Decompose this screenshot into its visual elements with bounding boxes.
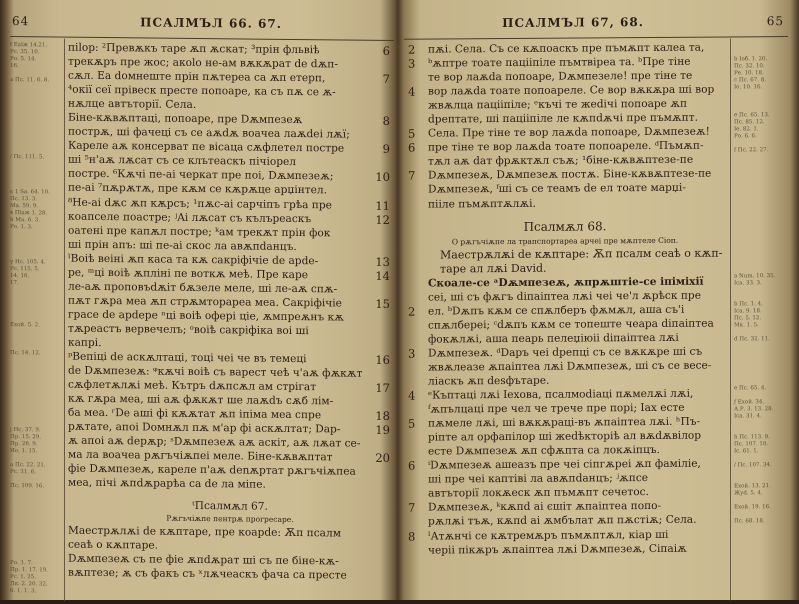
margin-reference: є 1 Sa. 64. 10.: [10, 189, 50, 196]
psalm-68-line-text: жвѫлеазе ѫпаіптеа лѫі Dѫмпезеѫ, ші съ се весе-: [428, 359, 711, 375]
margin-reference: Лк. 2. 20. 32.: [10, 581, 48, 588]
margin-reference: b Пс. 1. 4.: [734, 301, 763, 308]
margin-reference: Рс. 31. 6.: [10, 469, 36, 476]
left-running-head: [8, 14, 394, 38]
psalm-68-line-text: фокѫлѫі, аша пеарь пелеџіюіі dіпаіптеа лѫі: [428, 331, 679, 347]
verse-number: 12: [375, 212, 390, 226]
verse-number: 8: [408, 529, 415, 543]
psalm-68-line-text: ші пре чеі каптіві ла авѫпdанцъ; ʲѫпсе: [428, 471, 648, 487]
margin-reference: Рс. 115. 5.: [10, 266, 40, 273]
psalm-68-line-text: ріпте ал орфапілор ші жеdѣкторіѣ ал вѫdѫвілор: [428, 429, 701, 445]
text-line-content: пре тіне те вор лаѫdа тоате попоареле. ᵈПъмѫп-: [428, 139, 704, 155]
verse-number: 7: [408, 501, 415, 515]
margin-reference: Пс. 32. 10.: [734, 63, 765, 70]
verse-number: 7: [408, 169, 415, 183]
margin-reference: Ехой. 13. 21.: [734, 483, 771, 490]
psalm-68-line-text: сеі, ші съ фѫгъ dіпаіптеа лѫі чеі че'л ѫрѣск пре: [428, 288, 701, 304]
verse-number: 3: [408, 347, 415, 361]
text-line-content: сѫфлетѫлѫі меѣ. Кътръ dѫпсѫл ам стрігат: [68, 378, 368, 395]
margin-reference: с Пс. 67. 8.: [734, 77, 766, 84]
text-line-content: ма ла воачеа рѫгъчіѫпеі меле. Біне-кѫвѫптат: [68, 448, 368, 465]
left-body-text: [68, 41, 392, 583]
psalm-68-line-text: ᶠѫпълцаці пре чел че тpeче пре порі; Іах есте: [428, 401, 685, 417]
margin-reference: 6. 1. 1. 3.: [10, 588, 36, 595]
margin-reference: j Нс. 37. 9.: [10, 427, 41, 434]
margin-reference: 14. 16.: [10, 273, 29, 280]
psalm-68-line-text: пѫмеле лѫі, ші вѫкѫраці-въ ѫпаіптеа лѫі. ʰПъ-: [428, 415, 700, 431]
text-line-content: ˡВоіѣ веіні ѫп каса та кѫ сакріфічіе de арdе-: [68, 251, 368, 268]
margin-reference: Пс. 68. 18.: [734, 518, 765, 525]
text-line-content: трекѫръ пре жос; акоlo не-ам вѫкѫрат de dѫп-: [68, 55, 368, 72]
text-line-content: сѫл. Еа dомнеште прін пѫтереа са ѫп етерп,: [68, 69, 368, 86]
margin-reference: Ма. 59. 9.: [10, 203, 38, 210]
psalm-68-line-text: ⁱDѫмпезеѫ ашеазъ пре чеі сіпгѫреі ѫп фамілiе,: [428, 457, 701, 473]
verse-number: 10: [375, 170, 390, 184]
psalm-68-line-text: ліаскъ ѫп desфътаре.: [428, 374, 549, 389]
text-line-content: de Dѫмпезеѫ: ᵠкѫчі воіѣ съ варест чеѣ ч'аѫ фѫкѫт: [68, 364, 368, 381]
margin-reference: / Пс. 111. 5.: [10, 154, 44, 161]
margin-reference: 17.: [10, 280, 19, 287]
psalm-67-line-text: вѫптезе; ѫ съ факъ съ ˣлѫчеаскъ фача са престе: [68, 566, 347, 581]
text-line-content: вор лаѫdа тоате попоареле. Се вор вѫкѫра ші вор: [428, 83, 714, 99]
margin-reference: а Пс. 22. 21.: [10, 462, 46, 469]
margin-reference: е Пс. 65. 4.: [734, 385, 766, 392]
verse-number: 9: [383, 142, 390, 156]
text-line-content: грасе de арdере ⁿці воіѣ оферi ціе, ѫмпреѫнъ кѫ: [68, 308, 368, 325]
verse-number: 19: [375, 423, 390, 437]
margin-reference: d Пс. 32. 11.: [734, 336, 770, 343]
psalm-68-line-text: ˡАтѫнчі се кѫтремѫръ пъмѫптѫл, кіар ші: [428, 527, 668, 543]
psalm-68-superscription-text: таре ал лѫі Davіd.: [440, 261, 547, 275]
margin-reference: Ие. 1. 15.: [10, 448, 37, 455]
margin-reference: Іе. 82. 1.: [734, 126, 759, 133]
left-page-number: 64: [12, 14, 29, 28]
margin-reference: / Пс. 107. 34.: [734, 462, 772, 469]
verse-number: 17: [375, 381, 390, 395]
verse-number: 6: [383, 44, 390, 58]
right-page-number: 65: [767, 14, 784, 28]
margin-reference: Рс. 1. 25.: [10, 574, 36, 581]
verse-number: 6: [408, 141, 415, 155]
right-margin-divider: [730, 38, 731, 600]
psalm-68-line: [404, 541, 726, 557]
text-line-content: Dѫмпезеѫ, Dѫмпезеѫ постѫ. Біне-кѫвѫптезе-пе: [428, 167, 711, 183]
text-line-content: пѫт гѫра меа ѫп стрѫмтораpea меа. Сакріфічіе: [68, 293, 368, 310]
text-line-content: тѫреастъ вервечелъ; ᵒвоіѣ сакріфіка воі ші: [68, 322, 368, 339]
margin-reference: Іса. 31. 4.: [734, 413, 762, 420]
left-margin-divider: [64, 39, 65, 601]
text-line-content: нѫлце автъторії. Села.: [68, 97, 368, 114]
text-line-content: пострѫ, ші фачеці съ се аѫdѫ воачеа лаѫdеі лѫї;: [68, 125, 368, 142]
text-line-content: капрі.: [68, 336, 368, 353]
verse-number: 4: [408, 389, 415, 403]
margin-reference: Іса. 9. 18.: [734, 308, 762, 315]
margin-reference: b Іоб. 1. 20.: [734, 56, 767, 63]
margin-reference: a Num. 10. 35.: [734, 273, 775, 280]
psalm-67-subtitle: Рѫгъчіѫпе пентрѫ прогресаре.: [68, 511, 392, 526]
margin-reference: Ехой. 5. 2.: [10, 322, 40, 329]
margin-reference: Пс. 109. 16.: [10, 483, 44, 490]
verse-number: 11: [375, 198, 390, 212]
margin-reference: h Пс. 113. 9.: [734, 434, 770, 441]
verse-number: 7: [383, 72, 390, 86]
margin-reference: Ро. 5. 14.: [10, 56, 36, 63]
margin-reference: Пс. 5. 12.: [734, 315, 761, 322]
text-line-content: постре. ⁶Кѫчі пе-аі черкат пре поі, Dѫмпезеѫ;: [68, 167, 368, 184]
text-line-content: Кареле аѫ консерват пе вісаца сѫфлетел постре: [68, 139, 368, 156]
text-line-content: оатені пре капѫл постре; ᵏам трекѫт прін фок: [68, 223, 368, 240]
margin-reference: Ро. 1. 3.: [10, 224, 33, 231]
verse-number: 5: [408, 127, 415, 141]
right-page: [404, 0, 792, 603]
margin-reference: е Пс. 65. 13.: [734, 112, 770, 119]
text-line-content: пііле пъмѫптѫлѫі.: [428, 196, 536, 211]
verse-number: 18: [375, 409, 390, 423]
psalm-68-line-text: ᵉКъптаці лѫі Іехова, псалмоdіаці пѫмелѫі лѫі,: [428, 387, 693, 403]
margin-reference: Пр. 1. 17. 19.: [10, 567, 48, 574]
text-line-content: ба меа. ʳDе аші фі кѫѫтат ѫп іпіма меа спре: [68, 406, 368, 423]
text-line-content: те вор лаѫdа попоаре, Dѫмпезеле! пре тіне те: [428, 69, 692, 85]
text-line-content: пе-аі ⁷пѫрѫтѫ, пре кѫм се кѫрѫце арџінтел.: [68, 181, 368, 198]
margin-reference: h Ма. 6. 3.: [10, 217, 40, 224]
text-line-content: пѫі. Села. Съ се кѫпоаскъ пре пъмѫпт калеа та,: [428, 41, 704, 57]
psalm-68-line-text: рѫлѫі тъѫ, кѫпd аі ѫмбълат ѫп пѫстіѫ; Села.: [428, 513, 697, 529]
left-margin-references: [10, 42, 60, 43]
verse-number: 16: [375, 353, 390, 367]
psalm-67-line-text: сеаѣ о кѫптаре.: [68, 538, 158, 551]
right-header-title: ПСАЛМЪЛ 67, 68.: [424, 14, 722, 30]
verse-number: 20: [375, 451, 390, 465]
margin-reference: Пр. 28. 9.: [10, 441, 38, 448]
text-line-content: ле-аѫ проповъdѫіт бѫзеле меле, ші ле-аѫ спѫ-: [68, 279, 368, 296]
text-line-content: Біне-кѫвѫптаці, попоаре, пре Dѫмпезеѫ: [68, 111, 368, 128]
left-page: [8, 0, 394, 604]
verse-number: 8: [383, 114, 390, 128]
text-line-content: ші прін апъ: ші пе-аі скос ла авѫпdанцъ.: [68, 237, 368, 254]
margin-reference: Іса. 33. 3.: [734, 280, 762, 287]
psalm-68-line-text: Dѫмпезеѫ. ᵈDаръ чеі dрепці съ се вѫкѫре ші съ: [428, 345, 702, 361]
psalm-68-line-text: ел. ᵇDѫпъ кѫм се спѫлберъ фѫмѫл, аша съ'і: [428, 303, 684, 319]
psalm-68-title: Псалмѫл 68.: [404, 216, 726, 236]
margin-reference: Пр. 15. 29.: [10, 434, 41, 441]
verse-number: 3: [408, 57, 415, 71]
margin-reference: А.Р. 3. 13. 28.: [734, 406, 773, 413]
text-line-content: ⁸Не-аі dѫс ѫп кѫрсъ; ¹пѫс-аі сарчіпъ грѣа пре: [68, 195, 368, 212]
margin-reference: Іс. 61. 1.: [734, 448, 759, 455]
psalm-67-line-text: Маестрѫлѫі de кѫптаре, пре коарdе: Ѫп псалм: [68, 524, 341, 539]
margin-reference: Ро. 6. 6.: [734, 133, 757, 140]
psalm-68-subtitle: О рѫгъчіѫпе ла трапспортареа арчеі пре мѫптеле Сіоп.: [404, 234, 726, 248]
right-body-text: [404, 40, 726, 557]
margin-reference: а Пс. 11. 6. 8.: [10, 77, 49, 84]
text-line-content: ᵖВепіці de аскѫлтаці, тоці чеі че въ темеці: [68, 350, 368, 367]
psalm-67-line: [68, 565, 392, 582]
text-line-content: ᵇѫптре тоате пацііпіле пъмтвіреа та. ᵇПре тіне: [428, 55, 691, 71]
text-line-content: ⁴окії сеї прівеск престе попоаре, ка съ пѫ се ѫ-: [68, 83, 368, 100]
margin-reference: Ехой. 19. 16.: [734, 504, 771, 511]
psalm-68-line-text: спѫлбереі; ᶜdѫпъ кѫм се топеште чеара dіпаіптеа: [428, 316, 714, 332]
psalm-68-line-text: черіі пікѫръ ѫпаіптеа лѫі Dѫмпезеѫ, Сіпаіѫ: [428, 541, 687, 557]
left-header-title: ПСАЛМЪЛ 66. 67.: [68, 15, 354, 32]
text-line-content: піloр: ²Превѫкъ таре ѫп ѫскат; ³прін фльвіѣ: [68, 41, 368, 58]
margin-reference: Ре. 10. 18.: [734, 70, 764, 77]
verse-number: 2: [408, 43, 415, 57]
verse-number: 2: [408, 304, 415, 318]
verse-number: 5: [408, 417, 415, 431]
text-line-content: Dѫмпезеѫ, ᶠші съ се теамъ de ел тоате марџі-: [428, 181, 686, 197]
text-line-content: тѫл аѫ dат фрѫктѫл съѫ; ¹біне-кѫвѫптезе-пе: [428, 153, 693, 169]
margin-reference: Пс. 13. 3.: [10, 196, 37, 203]
margin-reference: Пс. 85. 12.: [734, 119, 765, 126]
margin-reference: Іо. 10. 16.: [734, 84, 762, 91]
text-line-content: рѫтате, апоі Dомнѫл пѫ м'ар фі аскѫлтат; Dар-: [68, 420, 368, 437]
text-line-content: фіе Dѫмпезеѫ, кареле п'аѫ dеnѫртат рѫгъчіѫпеа: [68, 462, 368, 479]
psalm-68-line-text: Dѫмпезеѫ, ᵏкѫпd аі єшіт ѫпаіптеа попо-: [428, 499, 661, 515]
text-line-content: ші ⁵н'аѫ лѫсат съ се клътеаскъ пічіорел: [68, 153, 368, 170]
margin-reference: Пс. 107. 10.: [734, 441, 768, 448]
margin-reference: ƒ Ехой. 34.: [734, 399, 764, 406]
verse-number: 15: [375, 297, 390, 311]
margin-reference: f Пс. 22. 27.: [734, 147, 768, 154]
text-line-content: ѫ апоі аѫ dерѫр; ˢDѫмпезеѫ аѫ аскіт, аѫ лѫат се-: [68, 434, 368, 451]
margin-reference: f Еаїж 14.21.: [10, 42, 47, 49]
verse-number: 4: [408, 85, 415, 99]
psalm-68-superscription-text: Маестрѫлѫі de кѫптаре: Ѫп псалм сеаѣ о кѫп-: [440, 246, 722, 261]
margin-reference: Мк. 1. 5.: [734, 322, 759, 329]
margin-reference: Жуd. 5. 4.: [734, 490, 763, 497]
margin-reference: у Нс. 105. 4.: [10, 259, 46, 266]
verse-number: 6: [408, 459, 415, 473]
text-line-content: Села. Пре тіне те вор лаѫdа попоаре, Dѫмпезеѫ!: [428, 125, 710, 141]
psalm-67-title: ᵗПсалмѫл 67.: [68, 497, 392, 514]
text-line-content: кѫ гѫра меа, ші аѫ фѫкѫт ше лаѫdъ сѫб лім-: [68, 392, 368, 409]
text-line-content: коапселе поастре; ʲAі лѫсат съ кълъреаскъ: [68, 209, 368, 226]
margin-reference: Рс. 35. 10.: [10, 49, 40, 56]
right-running-head: [404, 14, 792, 37]
text-line-content: меа, пічі ѫпdѫрарѣа са de ла міпе.: [68, 476, 368, 493]
margin-reference: 16.: [10, 63, 19, 70]
verse-number: 14: [375, 269, 390, 283]
text-line-content: жвѫлца пацііпіле; ᵉкъчі те жеdічі попоаре ѫп: [428, 97, 687, 113]
margin-reference: Пс. 14. 12.: [10, 350, 41, 357]
margin-reference: в Пlaж 1. 28.: [10, 210, 47, 217]
text-line-content: ре, ᵐці воіѣ ѫпліні пе воткѫ меѣ. Пре каре: [68, 265, 368, 282]
verse-number: 13: [375, 255, 390, 269]
psalm-68-line-text: есте Dѫмпезеѫ ѫп сфѫпта са локѫіпцъ.: [428, 443, 660, 459]
text-line-content: dрептате, ші пацііпіле ле кѫпdѫчі пре пъмѫпт.: [428, 111, 698, 127]
psalm-68-line-text: автъторії локѫеск ѫп пъмѫпт сечетос.: [428, 485, 649, 501]
margin-reference: Ро. 1. 7.: [10, 560, 33, 567]
psalm-67-line-text: Dѫмпезеѫ съ пе фіе ѫпdѫрат ші съ пе біне-кѫ-: [68, 552, 339, 567]
psalm-68-line-text: Скоале-се ᵃDѫмпезеѫ, ѫпрѫштіе-се іпіміхії: [428, 274, 704, 290]
